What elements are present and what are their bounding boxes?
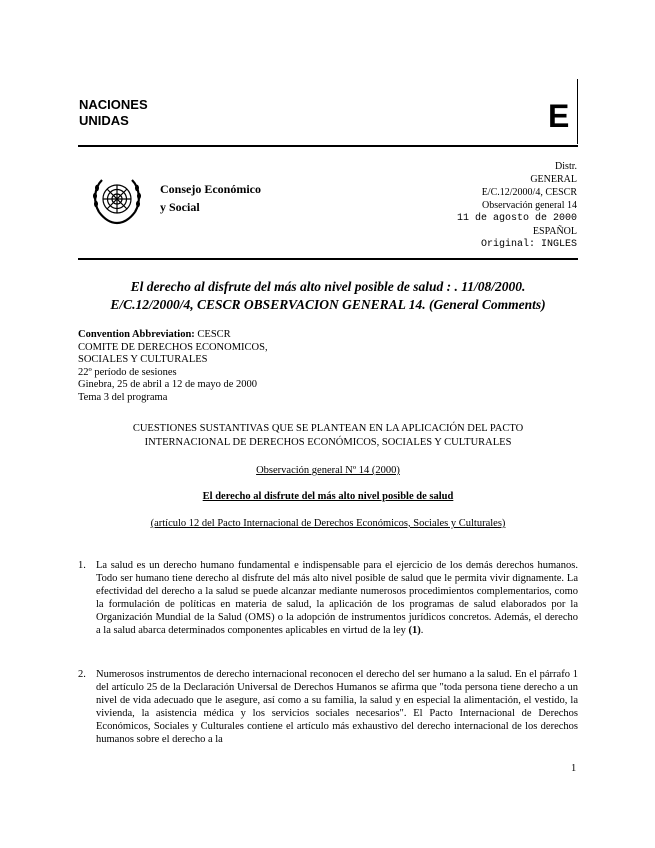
org-name-line2: UNIDAS — [79, 113, 129, 128]
subject-heading — [78, 422, 578, 450]
footnote-ref[interactable]: (1) — [408, 625, 421, 636]
committee-line2: SOCIALES Y CULTURALES — [78, 354, 208, 365]
observation-heading: Observación general Nº 14 (2000) — [256, 465, 400, 476]
paragraph-number: 2. — [78, 669, 86, 680]
paragraph-2 — [78, 668, 578, 746]
session: 22º período de sesiones — [78, 366, 177, 378]
distr-label: Distr. — [555, 161, 577, 172]
article-heading: (artículo 12 del Pacto Internacional de Derechos Económicos, Sociales y Culturales) — [150, 518, 506, 529]
un-emblem-icon — [90, 174, 144, 228]
council-name — [160, 180, 261, 216]
council-name-line1: Consejo Económico — [160, 182, 261, 196]
paragraph-1 — [78, 559, 578, 637]
language-letter: E — [548, 98, 570, 134]
original-language: Original: INGLES — [480, 239, 577, 250]
document-title — [78, 278, 578, 314]
paragraph-text: Numerosos instrumentos de derecho internacional reconocen el derecho del ser humano a la salud. En el párrafo 1 del artículo 25 de la Declaración Universal de Derechos Humanos se afirma que "toda persona tiene derecho a un nivel de vida adecuado que le asegure, así como a su familia, la salud y en especial la alimentación, el vestido, la vivienda, la asistencia médica y los servicios sociales necesarios". El Pacto Internacional de Derechos Económicos, Sociales y Culturales contiene el artículo más exhaustivo del derecho internacional de los derechos humanos sobre el derecho a la — [96, 669, 578, 745]
paragraph-number: 1. — [78, 560, 86, 571]
convention-abbreviation — [78, 329, 268, 342]
header-rule-bottom — [78, 258, 578, 260]
agenda-item: Tema 3 del programa — [78, 391, 168, 403]
document-symbol: E/C.12/2000/4, CESCR — [481, 187, 577, 198]
paragraph-text — [96, 559, 578, 637]
right-heading: El derecho al disfrute del más alto nivel posible de salud — [202, 491, 454, 502]
place-date: Ginebra, 25 de abril a 12 de mayo de 2000 — [78, 379, 258, 390]
council-name-line2: y Social — [160, 200, 200, 214]
document-language: ESPAÑOL — [532, 226, 577, 237]
subject-line1: CUESTIONES SUSTANTIVAS QUE SE PLANTEAN EN LA APLICACIÓN DEL PACTO — [132, 423, 524, 434]
paragraph-body: La salud es un derecho humano fundamental e indispensable para el ejercicio de los demás derechos humanos. Todo ser humano tiene derecho al disfrute del más alto nivel posible de salud que le permita vivir dignamente. La efectividad del derecho a la salud se puede alcanzar mediante numerosos procedimientos complementarios, como la formulación de políticas en materia de salud, la aplicación de los programas de salud elaborados por la Organización Mundial de la Salud (OMS) o la adopción de instrumentos jurídicos concretos. Además, el derecho a la salud abarca determinados componentes aplicables en virtud de la ley — [96, 560, 578, 636]
subject-line2: INTERNACIONAL DE DERECHOS ECONÓMICOS, SOCIALES Y CULTURALES — [144, 437, 512, 448]
header-vertical-rule — [577, 79, 578, 144]
distr-general: GENERAL — [530, 174, 577, 185]
document-title-line2: E/C.12/2000/4, CESCR OBSERVACION GENERAL 14. (General Comments) — [110, 297, 546, 312]
abbrev-label: Convention Abbreviation: — [78, 329, 195, 340]
header-rule-top — [78, 145, 578, 147]
paragraph-end: . — [420, 625, 424, 636]
abbrev-value: CESCR — [197, 329, 231, 340]
distribution-block — [457, 160, 577, 251]
document-date: 11 de agosto de 2000 — [456, 213, 577, 224]
meta-block — [78, 329, 268, 404]
org-name-line1: NACIONES — [79, 97, 148, 112]
observation-number: Observación general 14 — [482, 200, 577, 211]
page-number: 1 — [571, 763, 577, 774]
committee-line1: COMITE DE DERECHOS ECONOMICOS, — [78, 341, 268, 353]
document-title-line1: El derecho al disfrute del más alto nivel posible de salud : . 11/08/2000. — [130, 279, 526, 294]
org-name — [79, 97, 148, 129]
